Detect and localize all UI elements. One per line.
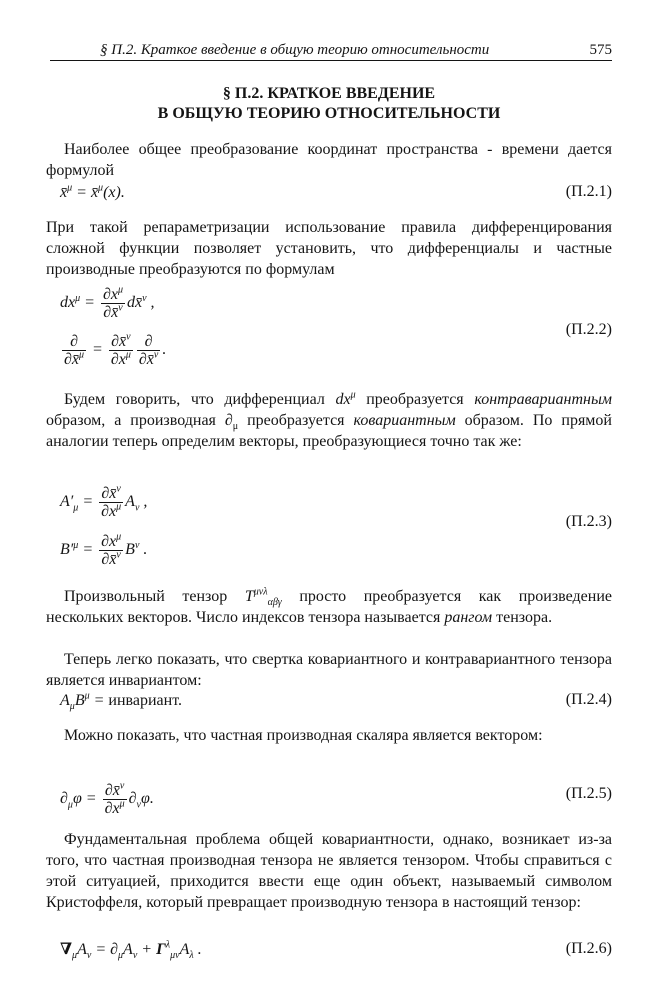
equation-2-3b: $B'^\mu$ = $\frac{\partial x^\mu}{\partial x̄^\nu}$ $B^\nu$ . — [60, 531, 148, 568]
equation-2-1: x̄$^\mu$ = x̄$^\mu$(x). — [60, 182, 125, 201]
p3-text-b: преобразуется — [355, 391, 475, 408]
equation-2-2a: $dx^\mu$ = $\frac{\partial x^\mu}{\partial x̄^\nu}$ dx̄$^\nu$ , — [60, 284, 155, 321]
equation-2-3a: $A'_\mu$ = $\frac{\partial x̄^\nu}{\partial x^\mu}$ $A_\nu$ , — [60, 483, 148, 520]
paragraph-3: Будем говорить, что дифференциал $dx^\mu$ преобразуется контравариантным образом, а производная $\partial_\mu$ преобразуется ковариантным образом. По прямой аналогии теперь определим векторы, преобразующиеся точно так же: — [46, 389, 612, 450]
equation-number-2-4: (П.2.4) — [565, 691, 612, 708]
header-rule — [50, 60, 612, 61]
p3-text-e: образом. По прямой аналогии теперь определим векторы, преобразующиеся точно так же: — [46, 412, 612, 450]
p3-text-d: преобразуется — [238, 412, 354, 429]
running-header — [100, 42, 612, 59]
p4-tensor-T: T — [244, 588, 254, 605]
p4-rank: рангом — [444, 609, 493, 626]
p3-text-a: Будем говорить, что дифференциал — [64, 391, 336, 408]
paragraph-6: Можно показать, что частная производная скаляра является вектором: — [64, 727, 543, 744]
p4-text-c: тензора. — [492, 609, 553, 626]
paragraph-7: Фундаментальная проблема общей ковариантности, однако, возникает из-за того, что частная производная тензора не является тензором. Чтобы справиться с этой ситуацией, приходится ввести еще один объект, называемый символом Кристоффеля, который превращает производную тензора в настоящий тензор: — [46, 831, 612, 911]
p3-text-c: образом, а производная ∂ — [46, 412, 233, 429]
equation-number-2-1: (П.2.1) — [565, 183, 612, 200]
paragraph-2: При такой репараметризации использование правила дифференцирования сложной функции позволяет установить, что дифференциалы и частные производные преобразуются по формулам — [46, 219, 612, 278]
page-number: 575 — [589, 42, 612, 58]
p3-dx: dx — [335, 391, 351, 408]
paragraph-5: Теперь легко показать, что свертка ковариантного и контравариантного тензора является инвариантом: — [46, 651, 612, 689]
equation-2-4: $A_\mu B^\mu$ = инвариант. — [60, 690, 183, 713]
p4-text-b: просто преобразуется как произведение нескольких векторов. Число индексов тензора называется — [46, 588, 612, 626]
p3-covariant: ковариантным — [353, 412, 456, 429]
equation-number-2-2: (П.2.2) — [565, 321, 612, 338]
paragraph-1: Наиболее общее преобразование координат пространства - времени дается формулой — [46, 141, 612, 179]
p4-text-a: Произвольный тензор — [64, 588, 245, 605]
section-title-line-1: § П.2. КРАТКОЕ ВВЕДЕНИЕ — [222, 85, 436, 102]
p3-contravariant: контравариантным — [474, 391, 612, 408]
equation-number-2-3: (П.2.3) — [565, 513, 612, 530]
equation-2-5: $\partial_\mu\varphi$ = $\frac{\partial x̄^\nu}{\partial x^\mu}$ $\partial_\nu\varphi$. — [60, 780, 154, 817]
equation-2-6: $\nabla_\mu A_\nu = \partial_\mu A_\nu + \Gamma^\lambda_{\mu\nu}A_\lambda$ . — [60, 939, 202, 962]
equation-2-4-word: инвариант — [108, 692, 179, 709]
paragraph-4: Произвольный тензор $T^{\mu\nu\lambda}_{\alpha\beta\gamma}$ просто преобразуется как произведение нескольких векторов. Число индексов тензора называется рангом тензора. — [46, 586, 612, 626]
section-title-line-2: В ОБЩУЮ ТЕОРИЮ ОТНОСИТЕЛЬНОСТИ — [157, 105, 501, 122]
equation-number-2-6: (П.2.6) — [565, 940, 612, 957]
running-title: § П.2. Краткое введение в общую теорию относительности — [100, 42, 490, 58]
equation-2-2b: ∂ ∂x̄$^\mu$ = $\frac{\partial x̄^\nu}{\partial x^\mu}$ ∂ ∂x̄$^\nu$ . — [64, 331, 167, 368]
equation-number-2-5: (П.2.5) — [565, 785, 612, 802]
section-title — [46, 84, 612, 124]
